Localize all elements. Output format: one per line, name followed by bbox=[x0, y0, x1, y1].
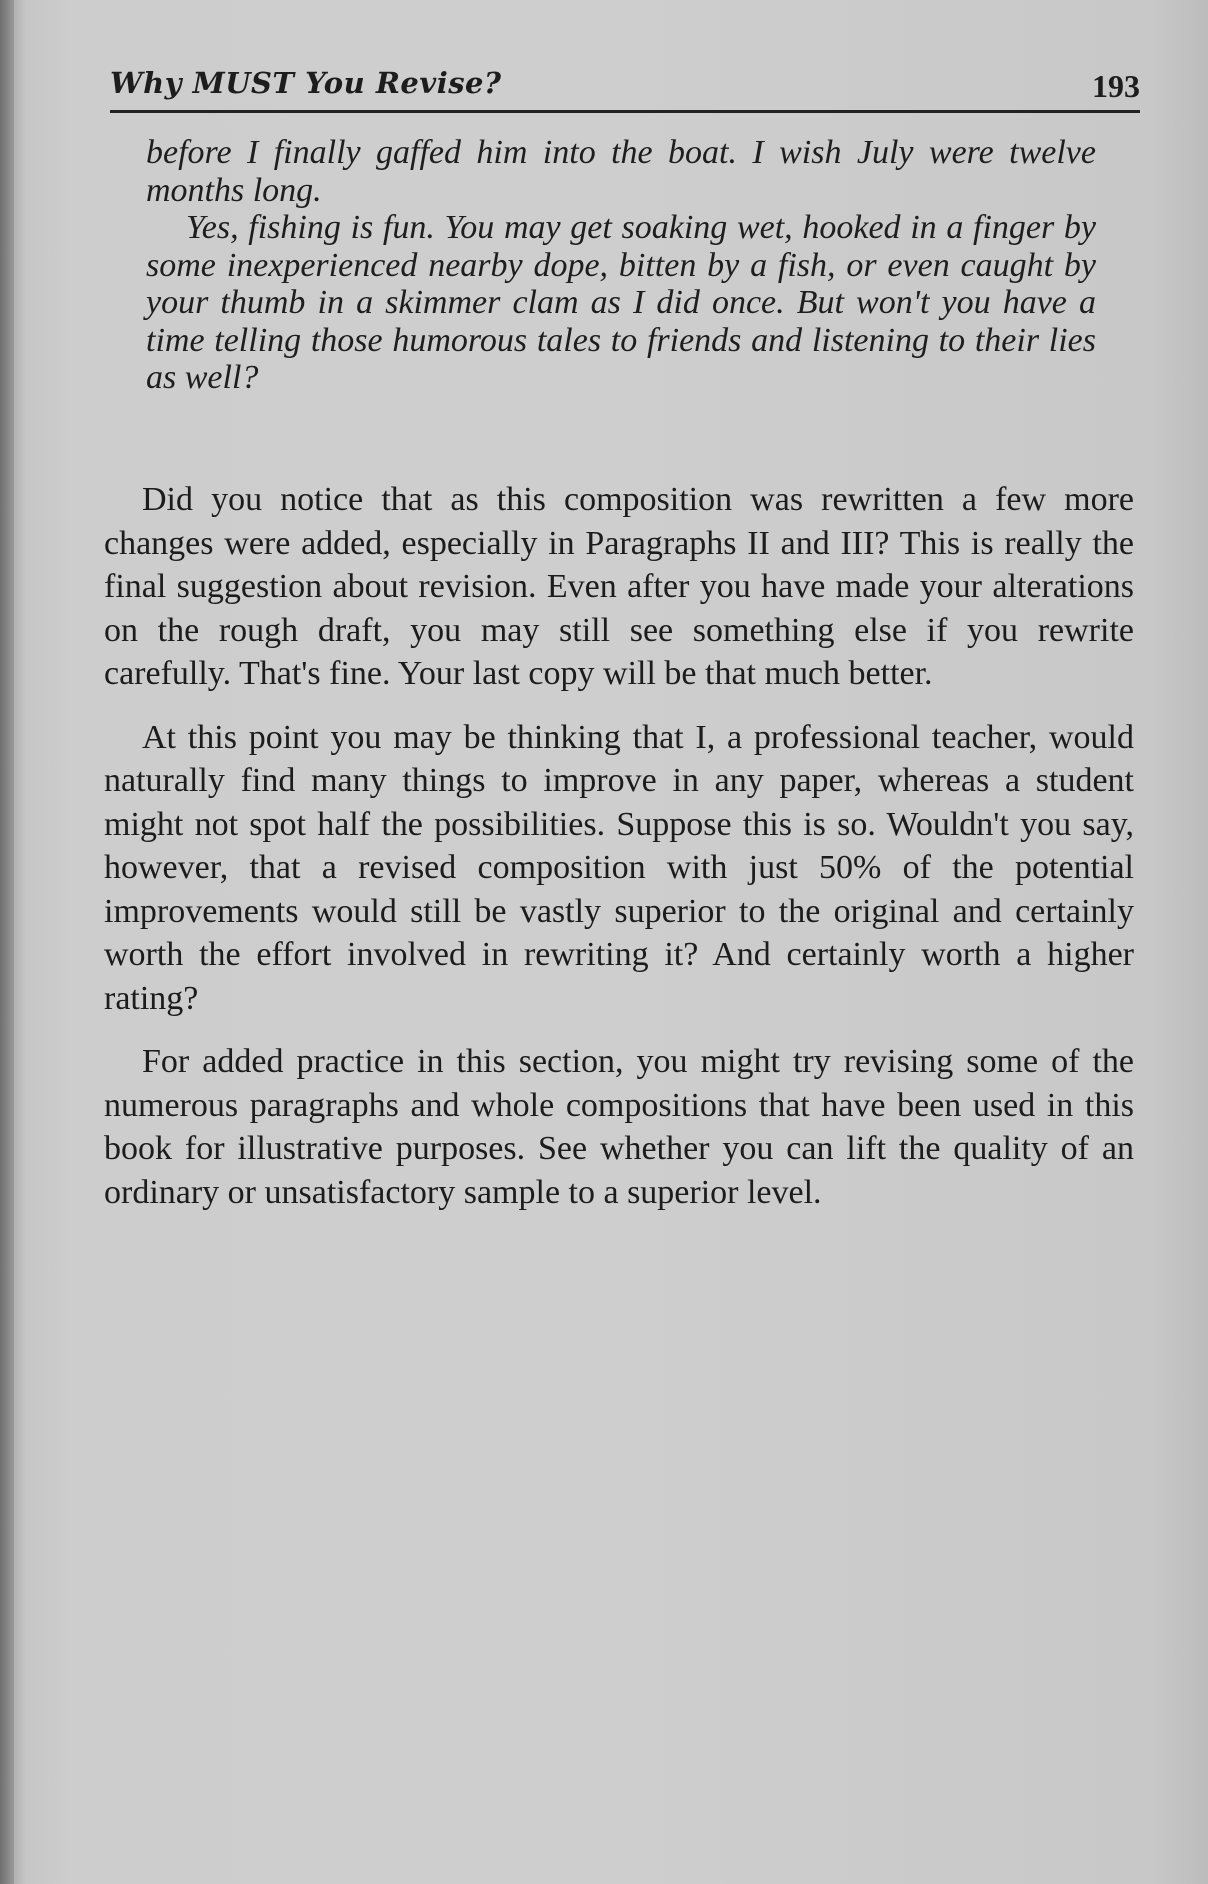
running-head bbox=[110, 62, 1140, 113]
quoted-paragraph: Yes, fishing is fun. You may get soaking wet, hooked in a finger by some inexperienced nearby dope, bitten by a fish, or even caught by your thumb in a skimmer clam as I did once. But won't you have a time telling those humorous tales to friends and listening to their lies as well? bbox=[146, 209, 1096, 396]
page-number: 193 bbox=[1092, 68, 1140, 104]
body-paragraph: At this point you may be thinking that I, a professional teacher, would naturally find many things to improve in any paper, whereas a student might not spot half the possibilities. Suppose this is so. Wouldn't you say, however, that a revised composition with just 50% of the potential improvements would still be vastly superior to the original and certainly worth the effort involved in rewriting it? And certainly worth a higher rating? bbox=[104, 718, 1134, 1017]
body-paragraph: Did you notice that as this composition was rewritten a few more changes were added, especially in Paragraphs II and III? This is really the final suggestion about revision. Even after you have made your alterations on the rough draft, you may still see something else if you rewrite carefully. That's fine. Your last copy will be that much better. bbox=[104, 481, 1134, 692]
running-title: Why MUST You Revise? bbox=[110, 66, 502, 100]
quoted-composition-excerpt bbox=[146, 134, 1096, 397]
body-text bbox=[104, 478, 1134, 1234]
quoted-paragraph: before I finally gaffed him into the boat. I wish July were twelve months long. bbox=[146, 134, 1096, 209]
body-paragraph: For added practice in this section, you might try revising some of the numerous paragraphs and whole compositions that have been used in this book for illustrative purposes. See whether you can lift the quality of an ordinary or unsatisfactory sample to a superior level. bbox=[104, 1043, 1134, 1211]
